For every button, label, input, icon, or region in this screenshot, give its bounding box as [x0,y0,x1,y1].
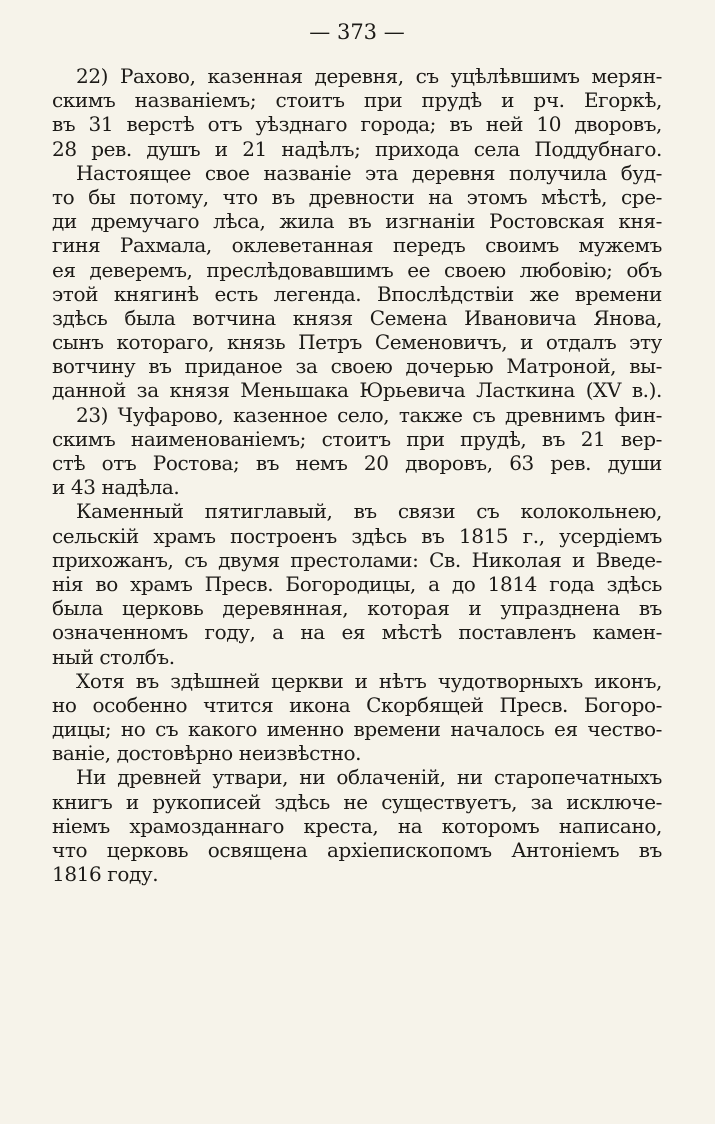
text-line: Хотя въ здѣшней церкви и нѣтъ чудотворныхъ иконъ, [76,668,662,693]
text-line: 23) Чуфарово, казенное село, также съ древнимъ фин- [76,402,662,427]
body-text [52,64,662,886]
text-line: дицы; но съ какого именно времени началось ея чество- [52,717,662,742]
text-line: 1816 году. [52,862,159,887]
text-line: Настоящее свое названіе эта деревня получила буд- [76,160,662,185]
text-line: то бы потому, что въ древности на этомъ мѣстѣ, сре- [52,184,662,209]
text-line: ди дремучаго лѣса, жила въ изгнаніи Ростовская кня- [52,209,662,234]
text-line: но особенно чтится икона Скорбящей Пресв. Богоро- [52,692,662,717]
text-line: означенномъ году, а на ея мѣстѣ поставленъ камен- [52,620,662,645]
text-line: 28 рев. душъ и 21 надѣлъ; прихода села Поддубнаго. [52,136,662,161]
text-line: книгъ и рукописей здѣсь не существуетъ, за исключе- [52,789,662,814]
text-line: стѣ отъ Ростова; въ немъ 20 дворовъ, 63 рев. души [52,451,662,475]
text-line: Каменный пятиглавый, въ связи съ колокольнею, [76,499,662,524]
text-line: сельскій храмъ построенъ здѣсь въ 1815 г., усердіемъ [52,523,662,548]
text-line: ваніе, достовѣрно неизвѣстно. [52,741,362,766]
text-line: нія во храмъ Пресв. Богородицы, а до 1814 года здѣсь [52,571,662,596]
text-line: сынъ котораго, князь Петръ Семеновичъ, и отдалъ эту [52,330,662,355]
text-line: вотчину въ приданое за своею дочерью Матроной, вы- [52,354,662,379]
text-line: гиня Рахмала, оклеветанная передъ своимъ мужемъ [52,233,662,258]
text-line: ея деверемъ, преслѣдовавшимъ ее своею любовію; объ [52,257,662,282]
text-line: здѣсь была вотчина князя Семена Ивановича Янова, [52,305,662,330]
text-line: скимъ названіемъ; стоитъ при прудѣ и рч. Егоркѣ, [52,88,662,113]
text-line: Ни древней утвари, ни облаченій, ни старопечатныхъ [76,765,662,790]
text-line: данной за князя Меньшака Юрьевича Ласткина (XV в.). [52,378,662,403]
text-line: въ 31 верстѣ отъ уѣзднаго города; въ ней 10 дворовъ, [52,112,662,137]
text-line: этой княгинѣ есть легенда. Впослѣдствіи же времени [52,281,662,306]
text-line: и 43 надѣла. [52,475,180,500]
text-line: ніемъ храмозданнаго креста, на которомъ написано, [52,813,662,838]
page-number: — 373 — [309,20,405,44]
text-line: 22) Рахово, казенная деревня, съ уцѣлѣвшимъ мерян- [76,64,662,88]
text-line: прихожанъ, съ двумя престолами: Св. Николая и Введе- [52,547,662,572]
text-line: ный столбъ. [52,644,175,669]
text-line: что церковь освящена архіепископомъ Антоніемъ въ [52,838,662,862]
text-line: была церковь деревянная, которая и упразднена въ [52,596,662,621]
document-page [52,14,662,886]
text-line: скимъ наименованіемъ; стоитъ при прудѣ, въ 21 вер- [52,426,662,451]
